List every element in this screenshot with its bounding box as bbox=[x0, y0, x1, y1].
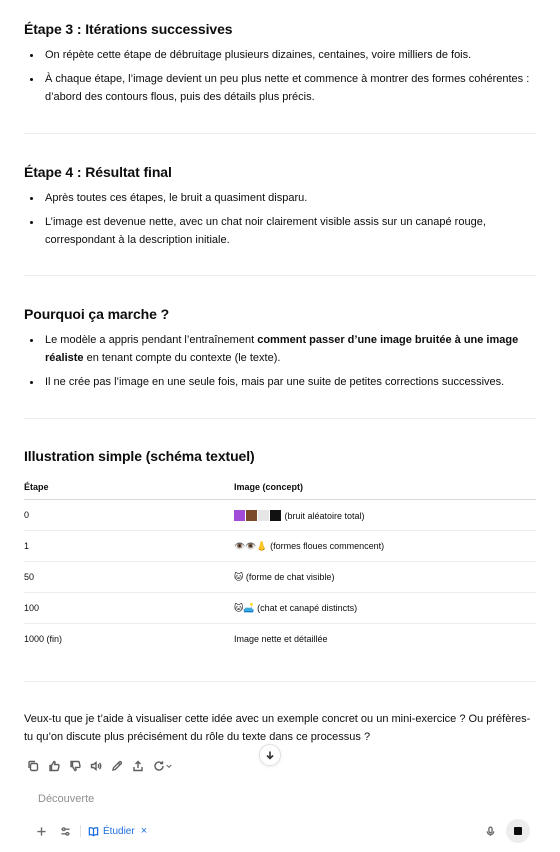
divider bbox=[24, 275, 536, 276]
step4-list bbox=[24, 189, 536, 249]
column-header: Image (concept) bbox=[234, 475, 536, 500]
list-item: Après toutes ces étapes, le bruit a quasiment disparu. bbox=[24, 189, 536, 207]
tools-icon bbox=[60, 826, 71, 837]
mic-icon bbox=[485, 826, 496, 837]
step3-section bbox=[24, 20, 536, 112]
read-aloud-button[interactable] bbox=[87, 757, 104, 774]
cat-emoji-icon: 🐱 bbox=[234, 571, 244, 582]
list-item: À chaque étape, l’image devient un peu plus nette et commence à montrer des formes cohérentes : d’abord des contours flous, puis des détails plus précis. bbox=[24, 70, 536, 106]
list-item: On répète cette étape de débruitage plusieurs dizaines, centaines, voire milliers de fois. bbox=[24, 46, 536, 64]
noise-swatch-icon bbox=[246, 510, 257, 521]
edit-button[interactable] bbox=[108, 757, 125, 774]
thumbs-down-icon bbox=[69, 760, 81, 772]
share-button[interactable] bbox=[129, 757, 146, 774]
step-cell: 0 bbox=[24, 500, 234, 531]
text-segment: en tenant compte du contexte (le texte). bbox=[83, 352, 281, 364]
add-attachment-button[interactable] bbox=[36, 822, 47, 840]
table-row bbox=[24, 624, 536, 655]
bold-text: comment passer d’une image bruitée à une image réaliste bbox=[45, 334, 519, 364]
list-item: Il ne crée pas l’image en une seule fois, mais par une suite de petites corrections successives. bbox=[24, 373, 536, 391]
book-icon bbox=[88, 826, 99, 837]
plus-icon bbox=[36, 826, 47, 837]
speaker-icon bbox=[90, 760, 102, 772]
stop-icon bbox=[514, 827, 522, 835]
arrow-down-icon bbox=[265, 750, 275, 760]
noise-swatch-icon bbox=[270, 510, 281, 521]
composer-toolbar bbox=[34, 820, 530, 842]
stop-generation-button[interactable] bbox=[506, 819, 530, 843]
message-actions bbox=[24, 757, 176, 774]
divider bbox=[24, 418, 536, 419]
study-mode-chip[interactable] bbox=[88, 822, 147, 840]
regenerate-icon bbox=[153, 760, 165, 772]
noise-swatch-icon bbox=[234, 510, 245, 521]
cat-couch-emoji-icon: 🐱🛋️ bbox=[234, 602, 255, 613]
noise-swatch-icon bbox=[258, 510, 269, 521]
text-segment: Le modèle a appris pendant l’entraînement bbox=[45, 334, 258, 346]
list-item: L’image est devenue nette, avec un chat noir clairement visible assis sur un canapé rouge, correspondant à la description initiale. bbox=[24, 213, 536, 249]
step4-title: Étape 4 : Résultat final bbox=[24, 164, 172, 180]
step3-list bbox=[24, 46, 536, 106]
step4-section bbox=[24, 163, 536, 255]
tools-button[interactable] bbox=[60, 822, 71, 840]
share-icon bbox=[132, 760, 144, 772]
image-cell bbox=[234, 562, 536, 593]
regenerate-button[interactable] bbox=[150, 757, 176, 774]
illustration-table bbox=[24, 475, 536, 654]
eyes-nose-emoji-icon: 👁️👁️👃 bbox=[234, 540, 268, 551]
copy-button[interactable] bbox=[24, 757, 41, 774]
illustration-title: Illustration simple (schéma textuel) bbox=[24, 448, 255, 464]
chip-close-button[interactable]: × bbox=[140, 825, 148, 837]
cell-text: (forme de chat visible) bbox=[245, 571, 335, 582]
cell-text: (formes floues commencent) bbox=[270, 540, 385, 551]
thumbs-up-icon bbox=[48, 760, 60, 772]
illustration-section bbox=[24, 447, 536, 654]
why-list bbox=[24, 331, 536, 391]
scroll-to-bottom-button[interactable] bbox=[259, 744, 281, 766]
composer-input[interactable]: Découverte bbox=[38, 793, 95, 805]
divider bbox=[24, 681, 536, 682]
followup-question: Veux-tu que je t’aide à visualiser cette idée avec un exemple concret ou un mini-exercice ? Ou préfères-tu qu’on discute plus précisément du rôle du texte dans ce processus ? bbox=[24, 713, 531, 743]
image-cell bbox=[234, 531, 536, 562]
toolbar-separator bbox=[80, 825, 81, 837]
image-cell: Image nette et détaillée bbox=[234, 634, 328, 644]
edit-icon bbox=[111, 760, 123, 772]
chip-label: Étudier bbox=[103, 825, 135, 837]
table-row bbox=[24, 500, 536, 531]
table-row bbox=[24, 562, 536, 593]
thumbs-up-button[interactable] bbox=[45, 757, 62, 774]
thumbs-down-button[interactable] bbox=[66, 757, 83, 774]
why-section bbox=[24, 305, 536, 397]
table-row bbox=[24, 531, 536, 562]
dictate-button[interactable] bbox=[485, 822, 496, 840]
step3-title: Étape 3 : Itérations successives bbox=[24, 21, 233, 37]
divider bbox=[24, 133, 536, 134]
table-header-row bbox=[24, 475, 536, 500]
list-item bbox=[24, 331, 536, 367]
cell-text: (chat et canapé distincts) bbox=[257, 602, 358, 613]
step-cell: 50 bbox=[24, 562, 234, 593]
cell-text: (bruit aléatoire total) bbox=[284, 510, 365, 521]
column-header: Étape bbox=[24, 475, 234, 500]
image-cell bbox=[234, 593, 536, 624]
step-cell: 1000 (fin) bbox=[24, 634, 63, 644]
step-cell: 1 bbox=[24, 531, 234, 562]
chevron-down-icon bbox=[165, 762, 173, 770]
step-cell: 100 bbox=[24, 593, 234, 624]
copy-icon bbox=[27, 760, 39, 772]
why-title: Pourquoi ça marche ? bbox=[24, 306, 170, 322]
table-row bbox=[24, 593, 536, 624]
image-cell bbox=[234, 500, 536, 531]
